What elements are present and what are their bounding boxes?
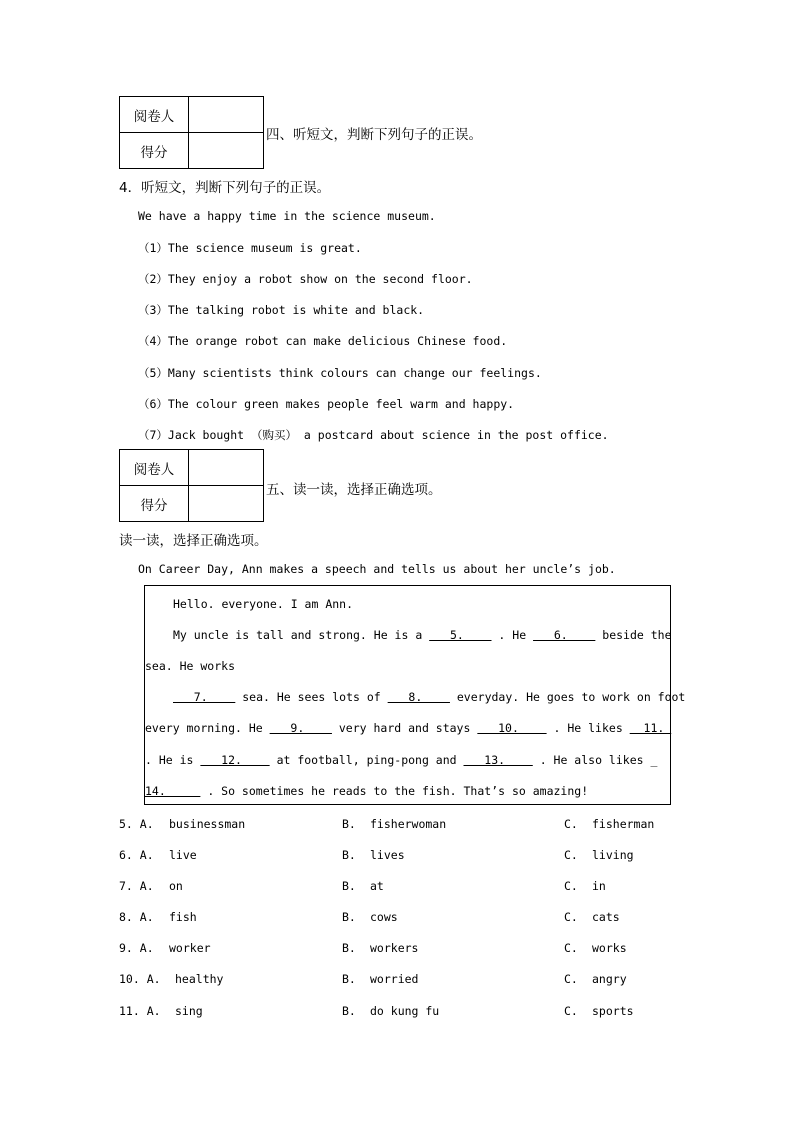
- option-c-label: C.: [564, 879, 578, 893]
- blank-12: 12.: [200, 753, 270, 767]
- reviewer-label: 阅卷人: [120, 97, 189, 133]
- passage-line-4: 7. sea. He sees lots of 8. everyday. He goes to work on foot: [173, 690, 686, 704]
- section5-question: 读一读，选择正确选项。: [119, 533, 268, 549]
- option-b: fisherwoman: [370, 817, 447, 831]
- passage-line-1: Hello. everyone. I am Ann.: [173, 597, 354, 611]
- blank-10: 10.: [477, 721, 547, 735]
- option-a: worker: [169, 941, 211, 955]
- option-a: live: [169, 848, 197, 862]
- option-c: works: [592, 941, 627, 955]
- statement-7: （7）Jack bought （购买） a postcard about science in the post office.: [138, 428, 609, 442]
- option-number: 10. A.: [119, 972, 161, 986]
- option-c-label: C.: [564, 941, 578, 955]
- option-c-label: C.: [564, 972, 578, 986]
- passage-line-3: sea. He works: [145, 659, 236, 673]
- option-a: healthy: [175, 972, 224, 986]
- option-b-label: B.: [342, 941, 356, 955]
- option-number: 5. A.: [119, 817, 154, 831]
- statement-2: （2）They enjoy a robot show on the second floor.: [138, 272, 473, 286]
- score-label: 得分: [120, 133, 189, 169]
- blank-7: 7.: [173, 690, 236, 704]
- statement-3: （3）The talking robot is white and black.: [138, 303, 425, 317]
- score-table-section4: [119, 96, 264, 169]
- option-c: living: [592, 848, 634, 862]
- blank-14: 14.: [145, 784, 201, 798]
- option-b: worried: [370, 972, 419, 986]
- option-b-label: B.: [342, 1004, 356, 1018]
- blank-13: 13.: [463, 753, 533, 767]
- section4-intro: We have a happy time in the science museum.: [138, 209, 436, 223]
- option-b: at: [370, 879, 384, 893]
- option-c-label: C.: [564, 1004, 578, 1018]
- section5-heading: 五、读一读，选择正确选项。: [266, 482, 442, 498]
- option-b: workers: [370, 941, 419, 955]
- blank-6: 6.: [533, 628, 596, 642]
- score-label: 得分: [120, 486, 189, 522]
- option-b: lives: [370, 848, 405, 862]
- option-c-label: C.: [564, 848, 578, 862]
- option-a: sing: [175, 1004, 203, 1018]
- option-c-label: C.: [564, 910, 578, 924]
- option-c-label: C.: [564, 817, 578, 831]
- passage-line-5: every morning. He 9. very hard and stays 10. . He likes 11.: [145, 721, 672, 735]
- option-c: cats: [592, 910, 620, 924]
- statement-6: （6）The colour green makes people feel warm and happy.: [138, 397, 515, 411]
- reviewer-label: 阅卷人: [120, 450, 189, 486]
- section4-question: 4．听短文，判断下列句子的正误。: [119, 180, 331, 196]
- option-number: 8. A.: [119, 910, 154, 924]
- blank-8: 8.: [387, 690, 450, 704]
- reviewer-value: [189, 450, 264, 486]
- option-b-label: B.: [342, 910, 356, 924]
- option-b: cows: [370, 910, 398, 924]
- blank-5: 5.: [429, 628, 492, 642]
- section5-intro: On Career Day, Ann makes a speech and tells us about her uncle’s job.: [138, 562, 616, 576]
- score-table-section5: [119, 449, 264, 522]
- reviewer-value: [189, 97, 264, 133]
- option-a: businessman: [169, 817, 246, 831]
- statement-5: （5）Many scientists think colours can change our feelings.: [138, 366, 542, 380]
- option-number: 6. A.: [119, 848, 154, 862]
- section4-heading: 四、听短文，判断下列句子的正误。: [266, 127, 482, 143]
- option-b-label: B.: [342, 879, 356, 893]
- statement-1: （1）The science museum is great.: [138, 241, 362, 255]
- option-c: fisherman: [592, 817, 655, 831]
- option-a: fish: [169, 910, 197, 924]
- option-b-label: B.: [342, 817, 356, 831]
- blank-9: 9.: [269, 721, 332, 735]
- passage-line-6: . He is 12. at football, ping-pong and 13. . He also likes _: [145, 753, 658, 767]
- passage-line-2: My uncle is tall and strong. He is a 5. . He 6. beside the: [173, 628, 672, 642]
- passage-line-7: 14. . So sometimes he reads to the fish. That’s so amazing!: [145, 784, 589, 798]
- option-c: sports: [592, 1004, 634, 1018]
- option-number: 11. A.: [119, 1004, 161, 1018]
- score-value: [189, 133, 264, 169]
- option-number: 7. A.: [119, 879, 154, 893]
- blank-11: 11.: [629, 721, 672, 735]
- option-number: 9. A.: [119, 941, 154, 955]
- passage-box: [144, 585, 686, 805]
- statement-4: （4）The orange robot can make delicious Chinese food.: [138, 334, 508, 348]
- option-b: do kung fu: [370, 1004, 440, 1018]
- option-c: angry: [592, 972, 627, 986]
- option-b-label: B.: [342, 972, 356, 986]
- score-value: [189, 486, 264, 522]
- option-b-label: B.: [342, 848, 356, 862]
- option-a: on: [169, 879, 183, 893]
- option-c: in: [592, 879, 606, 893]
